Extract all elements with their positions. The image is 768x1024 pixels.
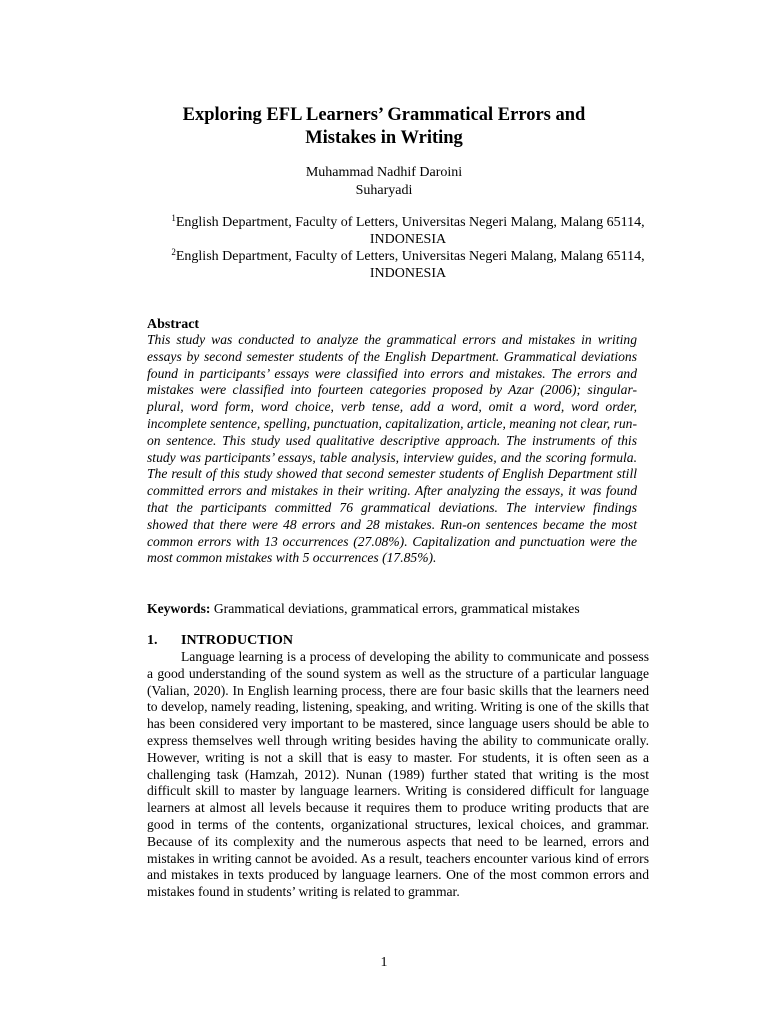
keywords-label: Keywords: xyxy=(147,601,211,616)
affiliation-text: English Department, Faculty of Letters, Universitas Negeri Malang, Malang 65114, INDONESIA xyxy=(175,215,645,247)
abstract-heading: Abstract xyxy=(147,317,200,332)
keywords-text: Grammatical deviations, grammatical errors, grammatical mistakes xyxy=(213,601,580,616)
section-heading xyxy=(147,632,293,649)
section-number: 1. xyxy=(147,633,158,648)
affiliation-list xyxy=(160,214,656,282)
affiliation xyxy=(160,214,656,248)
keywords-line xyxy=(147,600,647,617)
affiliation-marker: 2 xyxy=(171,247,176,257)
introduction-paragraph: Language learning is a process of developing the ability to communicate and possess a good understanding of the sound system as well as the structure of a particular language (Valian, 2020). In English learning process, there are four basic skills that the learners need to develop, namely reading, listening, speaking, and writing. Writing is one of the skills that has been considered very important to be mastered, since language users should be able to express themselves well through writing besides having the ability to communicate orally. However, writing is not a skill that is easy to master. For students, it is often seen as a challenging task (Hamzah, 2012). Nunan (1989) further stated that writing is the most difficult skill to master by language learners. Writing is considered difficult for language learners at almost all levels because it requires them to produce writing products that are good in terms of the contents, organizational structures, lexical choices, and grammar. Because of its complexity and the numerous aspects that need to be learned, errors and mistakes in writing cannot be avoided. As a result, teachers encounter various kind of errors and mistakes in texts produced by language learners. One of the most common errors and mistakes found in students’ writing is related to grammar. xyxy=(147,649,649,900)
page-number: 1 xyxy=(380,955,388,970)
abstract-text: This study was conducted to analyze the grammatical errors and mistakes in writing essays by second semester students of the English Department. Grammatical deviations found in participants’ essays were classified into errors and mistakes. The errors and mistakes were classified into fourteen categories proposed by Azar (2006); singular-plural, word form, word choice, verb tense, add a word, omit a word, word order, incomplete sentence, spelling, punctuation, capitalization, article, meaning not clear, run-on sentence. This study used qualitative descriptive approach. The instruments of this study was participants’ essays, table analysis, interview guides, and the scoring formula. The result of this study showed that second semester students of English Department still committed errors and mistakes in their writing. After analyzing the essays, it was found that the participants committed 76 grammatical deviations. The interview findings showed that there were 48 errors and 28 mistakes. Run-on sentences became the most common errors with 13 occurrences (27.08%). Capitalization and punctuation were the most common mistakes with 5 occurrences (17.85%). xyxy=(147,332,637,566)
section-title: INTRODUCTION xyxy=(181,633,294,648)
paper-title: Exploring EFL Learners’ Grammatical Errors and Mistakes in Writing xyxy=(182,105,586,148)
author-name: Muhammad Nadhif Daroini xyxy=(305,165,463,180)
author-name: Suharyadi xyxy=(355,183,413,198)
affiliation-marker: 1 xyxy=(171,213,176,223)
author-list xyxy=(200,164,568,200)
affiliation xyxy=(160,248,656,282)
affiliation-text: English Department, Faculty of Letters, Universitas Negeri Malang, Malang 65114, INDONESIA xyxy=(175,249,645,281)
